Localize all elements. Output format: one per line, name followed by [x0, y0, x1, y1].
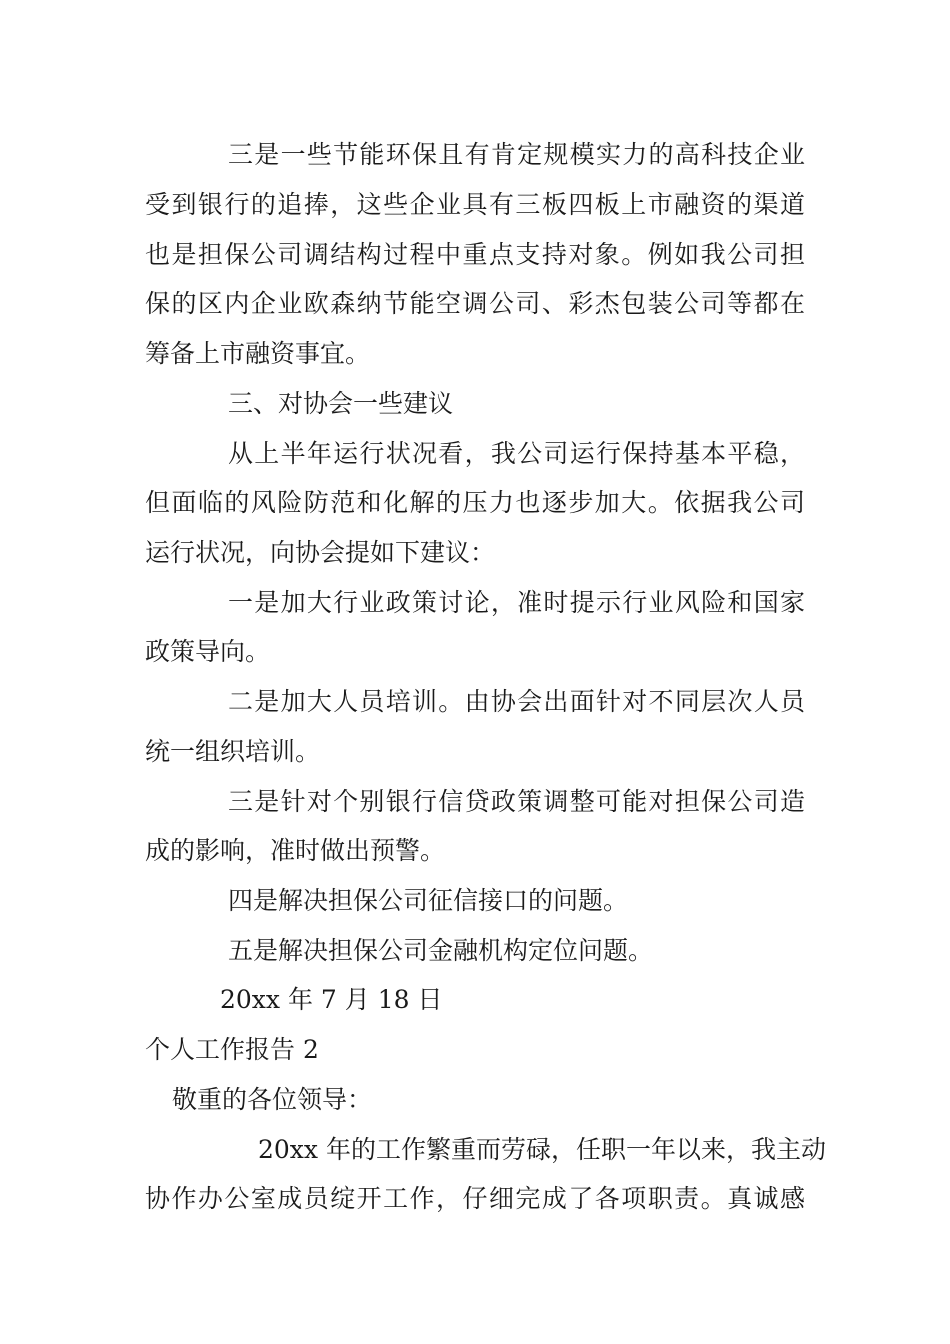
report-title: 个人工作报告 2 — [145, 1035, 319, 1064]
paragraph-line: 协作办公室成员绽开工作，仔细完成了各项职责。真诚感 — [145, 1184, 805, 1213]
salutation: 敬重的各位领导： — [172, 1085, 373, 1114]
paragraph-line: 五是解决担保公司金融机构定位问题。 — [228, 936, 654, 965]
paragraph-line: 20xx 年的工作繁重而劳碌，任职一年以来，我主动 — [258, 1135, 826, 1164]
paragraph-line: 筹备上市融资事宜。 — [145, 339, 371, 368]
document-date: 20xx 年 7 月 18 日 — [220, 985, 443, 1014]
paragraph-line: 运行状况，向协会提如下建议： — [145, 538, 496, 567]
paragraph-line: 成的影响，准时做出预警。 — [145, 836, 446, 865]
paragraph-line: 二是加大人员培训。由协会出面针对不同层次人员 — [228, 687, 805, 716]
paragraph-line: 也是担保公司调结构过程中重点支持对象。例如我公司担 — [145, 240, 805, 269]
paragraph-line: 一是加大行业政策讨论，准时提示行业风险和国家 — [228, 588, 805, 617]
paragraph-line: 三是一些节能环保且有肯定规模实力的高科技企业 — [228, 140, 805, 169]
paragraph-line: 但面临的风险防范和化解的压力也逐步加大。依据我公司 — [145, 488, 805, 517]
section-heading: 三、对协会一些建议 — [228, 389, 454, 418]
paragraph-line: 政策导向。 — [145, 637, 271, 666]
paragraph-line: 四是解决担保公司征信接口的问题。 — [228, 886, 629, 915]
paragraph-line: 三是针对个别银行信贷政策调整可能对担保公司造 — [228, 787, 805, 816]
paragraph-line: 受到银行的追捧，这些企业具有三板四板上市融资的渠道 — [145, 190, 805, 219]
paragraph-line: 从上半年运行状况看，我公司运行保持基本平稳， — [228, 439, 805, 468]
paragraph-line: 保的区内企业欧森纳节能空调公司、彩杰包装公司等都在 — [145, 289, 805, 318]
paragraph-line: 统一组织培训。 — [145, 737, 321, 766]
